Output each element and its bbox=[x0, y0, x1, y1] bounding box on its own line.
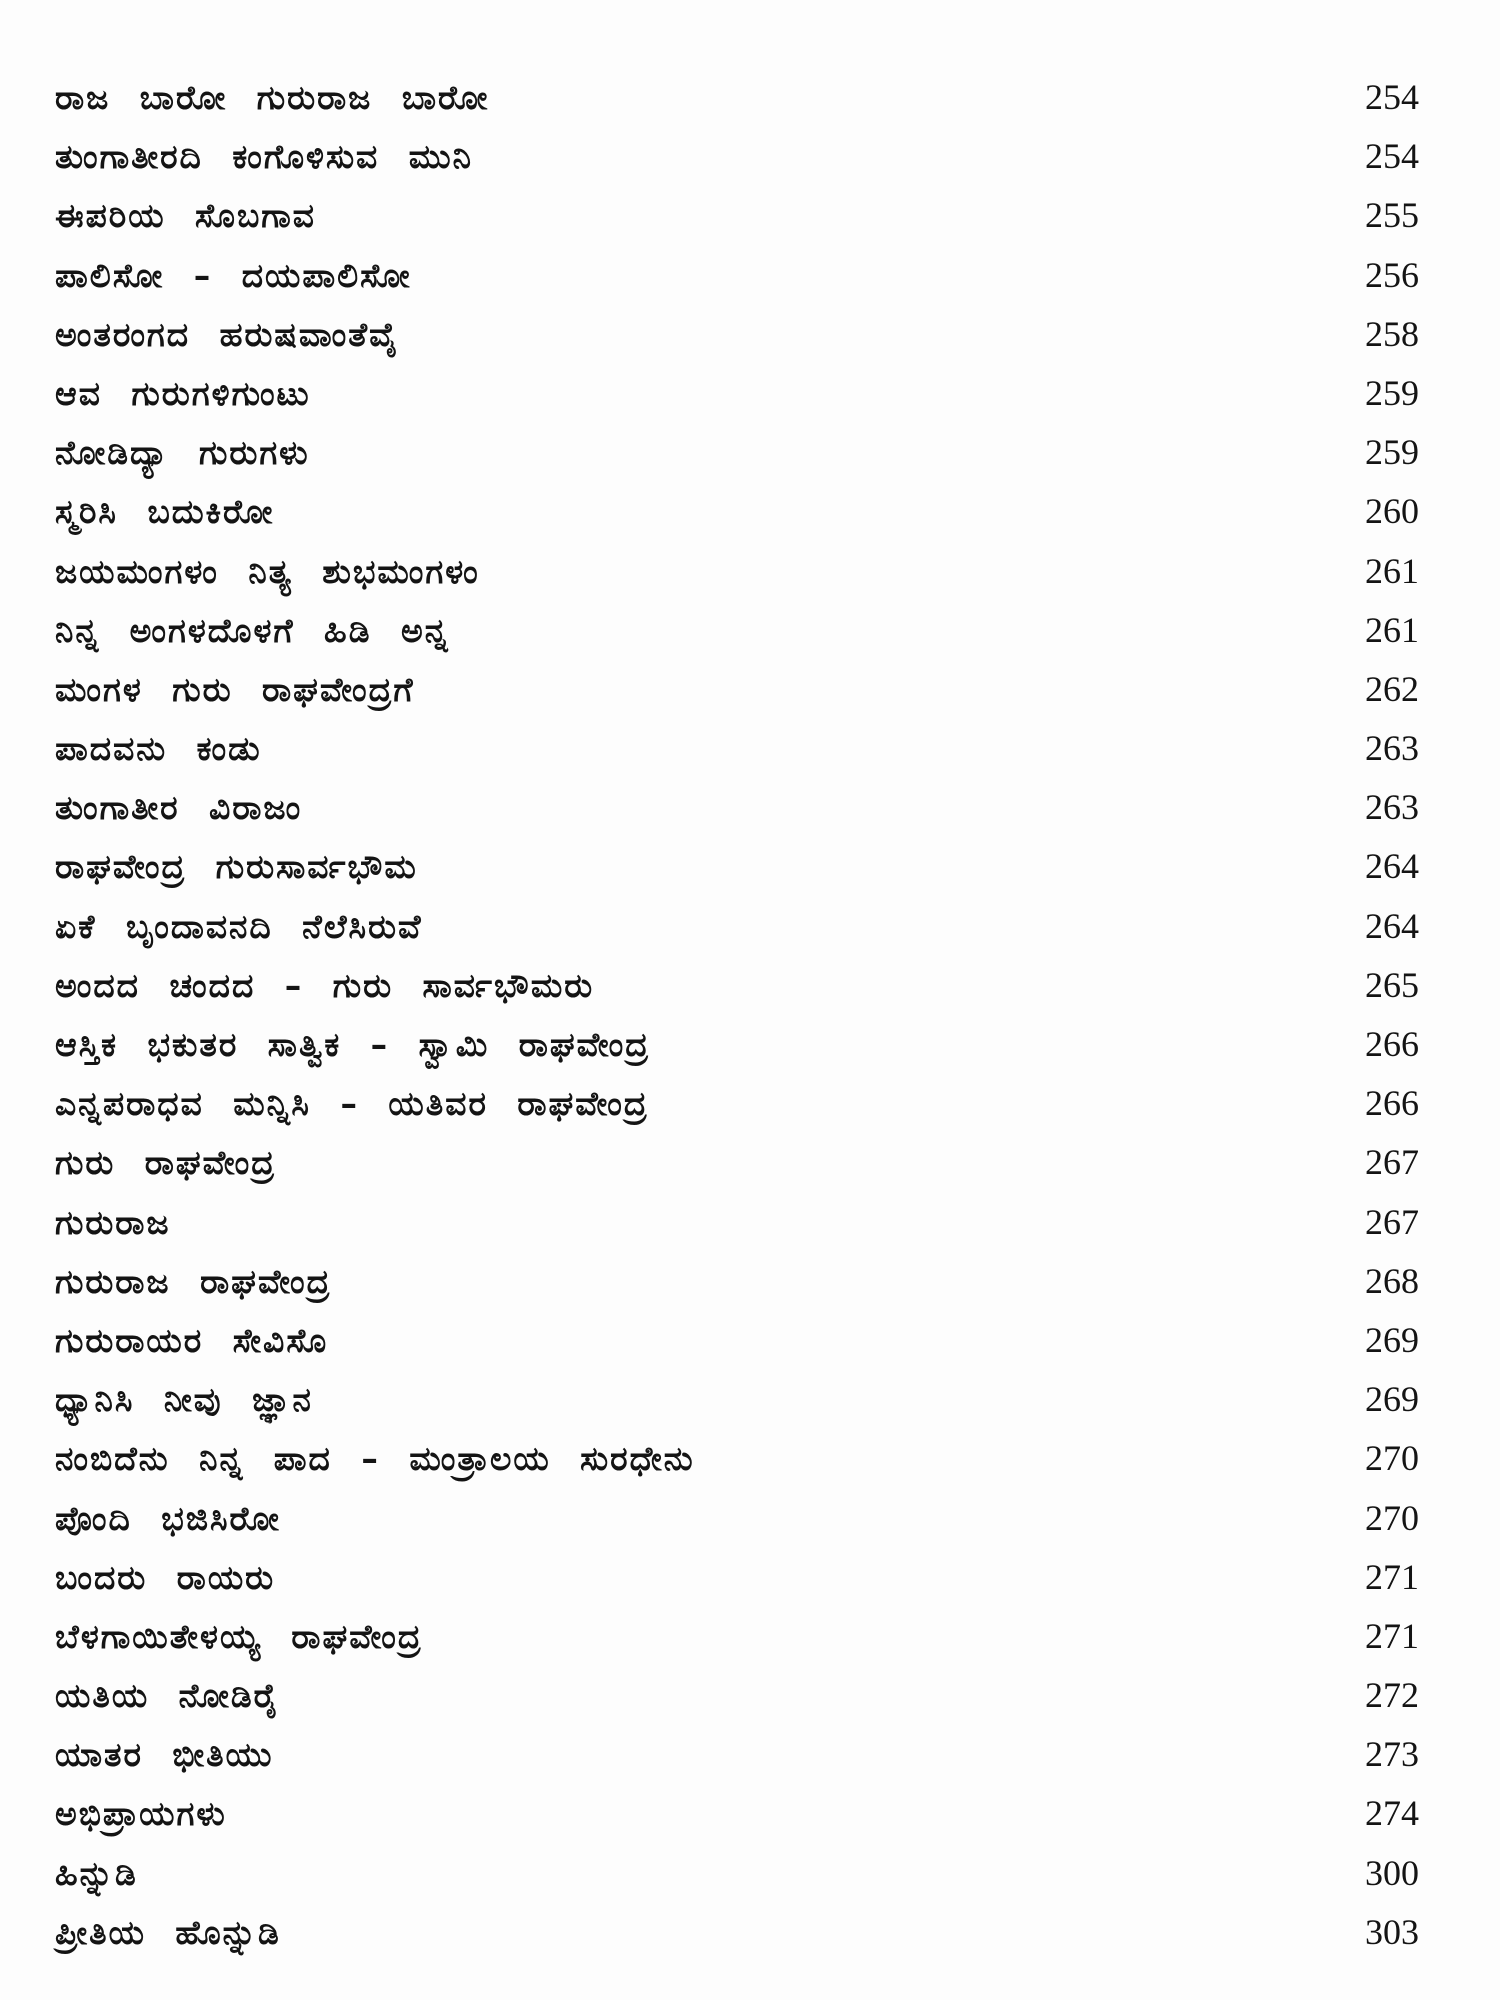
toc-entry-title: ಗುರು ರಾಘವೇಂದ್ರ bbox=[55, 1143, 277, 1183]
toc-entry bbox=[55, 305, 1465, 364]
toc-entry-title: ರಾಜ ಬಾರೋ ಗುರುರಾಜ ಬಾರೋ bbox=[55, 78, 490, 117]
toc-entry bbox=[55, 1311, 1465, 1370]
toc-entry-page: 303 bbox=[1365, 1911, 1419, 1952]
toc-entry-title: ಯತಿಯ ನೋಡಿರೈ bbox=[55, 1676, 281, 1716]
toc-entry-page: 262 bbox=[1365, 668, 1419, 709]
toc-entry-title: ನಿನ್ನ ಅಂಗಳದೊಳಗೆ ಹಿಡಿ ಅನ್ನ bbox=[55, 610, 450, 650]
toc-entry-title: ಧ್ಯಾನಿಸಿ ನೀವು ಜ್ಞಾನ bbox=[55, 1380, 313, 1420]
toc-entry bbox=[55, 542, 1465, 601]
toc-entry-page: 300 bbox=[1365, 1852, 1419, 1893]
toc-entry bbox=[55, 1903, 1465, 1962]
toc-entry-title: ಈಪರಿಯ ಸೊಬಗಾವ bbox=[55, 196, 316, 236]
toc-entry bbox=[55, 482, 1465, 541]
toc-entry bbox=[55, 897, 1465, 956]
toc-entry bbox=[55, 364, 1465, 423]
toc-entry-title: ಗುರುರಾಜ ರಾಘವೇಂದ್ರ bbox=[55, 1261, 332, 1301]
toc-entry-page: 264 bbox=[1365, 905, 1419, 946]
toc-entry-page: 256 bbox=[1365, 254, 1419, 295]
toc-entry-page: 269 bbox=[1365, 1319, 1419, 1360]
toc-entry-page: 254 bbox=[1365, 136, 1419, 177]
toc-entry bbox=[55, 1489, 1465, 1548]
toc-entry bbox=[55, 956, 1465, 1015]
toc-entry-title: ಜಯಮಂಗಳಂ ನಿತ್ಯ ಶುಭಮಂಗಳಂ bbox=[55, 551, 480, 591]
toc-entry-page: 269 bbox=[1365, 1379, 1419, 1420]
toc-entry-page: 271 bbox=[1365, 1615, 1419, 1656]
toc-entry bbox=[55, 660, 1465, 719]
toc-entry bbox=[55, 246, 1465, 305]
toc-entry-page: 263 bbox=[1365, 728, 1419, 769]
toc-entry bbox=[55, 1844, 1465, 1903]
toc-entry-title: ನೋಡಿದ್ಯಾ ಗುರುಗಳು bbox=[55, 433, 310, 473]
toc-entry-page: 268 bbox=[1365, 1260, 1419, 1301]
toc-entry-page: 261 bbox=[1365, 609, 1419, 650]
toc-entry bbox=[55, 1666, 1465, 1725]
toc-entry-page: 272 bbox=[1365, 1675, 1419, 1716]
toc-entry-title: ಮಂಗಳ ಗುರು ರಾಘವೇಂದ್ರಗೆ bbox=[55, 669, 415, 709]
toc-entry-page: 267 bbox=[1365, 1201, 1419, 1242]
toc-entry-page: 266 bbox=[1365, 1024, 1419, 1064]
toc-entry bbox=[55, 601, 1465, 660]
toc-entry-page: 266 bbox=[1365, 1083, 1419, 1124]
toc-entry-title: ಎನ್ನಪರಾಧವ ಮನ್ನಿಸಿ – ಯತಿವರ ರಾಘವೇಂದ್ರ bbox=[55, 1084, 649, 1124]
toc-entry-title: ಗುರುರಾಯರ ಸೇವಿಸೊ bbox=[55, 1320, 329, 1360]
toc-entry-title: ಸ್ಮರಿಸಿ ಬದುಕಿರೋ bbox=[55, 492, 275, 532]
toc-entry bbox=[55, 1548, 1465, 1607]
toc-entry-page: 270 bbox=[1365, 1438, 1419, 1479]
toc-entry-page: 270 bbox=[1365, 1497, 1419, 1538]
toc-entry-page: 264 bbox=[1365, 846, 1419, 887]
toc-entry-page: 258 bbox=[1365, 313, 1419, 354]
toc-entry-page: 274 bbox=[1365, 1793, 1419, 1834]
toc-entry-title: ಹಿನ್ನುಡಿ bbox=[55, 1853, 138, 1893]
toc-entry-title: ಬಂದರು ರಾಯರು bbox=[55, 1557, 276, 1597]
toc-entry bbox=[55, 1607, 1465, 1666]
toc-entry bbox=[55, 1074, 1465, 1133]
toc-entry-page: 255 bbox=[1365, 195, 1419, 236]
toc-entry bbox=[55, 423, 1465, 482]
toc-entry-title: ಪಾದವನು ಕಂಡು bbox=[55, 729, 262, 769]
toc-entry-title: ತುಂಗಾತೀರದಿ ಕಂಗೊಳಿಸುವ ಮುನಿ bbox=[55, 137, 473, 177]
toc-entry-title: ಪ್ರೀತಿಯ ಹೊನ್ನುಡಿ bbox=[55, 1912, 281, 1952]
toc-entry bbox=[55, 68, 1465, 127]
toc-entry-page: 259 bbox=[1365, 432, 1419, 473]
toc-entry-page: 254 bbox=[1365, 77, 1419, 117]
toc-entry-page: 259 bbox=[1365, 372, 1419, 413]
toc-entry bbox=[55, 837, 1465, 896]
toc-entry bbox=[55, 186, 1465, 245]
toc-entry-title: ಪಾಲಿಸೋ – ದಯಪಾಲಿಸೋ bbox=[55, 255, 412, 295]
toc-entry-title: ನಂಬಿದೆನು ನಿನ್ನ ಪಾದ – ಮಂತ್ರಾಲಯ ಸುರಧೇನು bbox=[55, 1439, 695, 1479]
toc-entry-title: ರಾಘವೇಂದ್ರ ಗುರುಸಾರ್ವಭೌಮ bbox=[55, 847, 418, 887]
toc-entry-title: ಗುರುರಾಜ bbox=[55, 1202, 171, 1242]
toc-entry-title: ಪೊಂದಿ ಭಜಿಸಿರೋ bbox=[55, 1498, 281, 1538]
toc-entry bbox=[55, 1725, 1465, 1784]
toc-entry bbox=[55, 1429, 1465, 1488]
toc-entry-page: 265 bbox=[1365, 964, 1419, 1005]
toc-entry-title: ಯಾತರ ಭೀತಿಯು bbox=[55, 1735, 274, 1775]
toc-entry-title: ತುಂಗಾತೀರ ವಿರಾಜಂ bbox=[55, 788, 303, 828]
toc-entry bbox=[55, 1193, 1465, 1252]
toc-entry-page: 263 bbox=[1365, 787, 1419, 828]
toc-entry bbox=[55, 1784, 1465, 1843]
toc-entry-page: 261 bbox=[1365, 550, 1419, 591]
toc-entry bbox=[55, 1133, 1465, 1192]
toc-entry-title: ಬೆಳಗಾಯಿತೇಳಯ್ಯ ರಾಘವೇಂದ್ರ bbox=[55, 1616, 423, 1656]
toc-entry bbox=[55, 1370, 1465, 1429]
toc-entry bbox=[55, 1252, 1465, 1311]
toc-entry-title: ಏಕೆ ಬೃಂದಾವನದಿ ನೆಲೆಸಿರುವೆ bbox=[55, 906, 423, 946]
toc-entry-page: 267 bbox=[1365, 1142, 1419, 1183]
toc-entry-page: 273 bbox=[1365, 1734, 1419, 1775]
toc-entry bbox=[55, 719, 1465, 778]
toc-entry bbox=[55, 127, 1465, 186]
toc-entry-title: ಆವ ಗುರುಗಳಿಗುಂಟು bbox=[55, 373, 311, 413]
toc-entry bbox=[55, 778, 1465, 837]
table-of-contents bbox=[55, 68, 1465, 1962]
toc-entry-title: ಅಭಿಪ್ರಾಯಗಳು bbox=[55, 1794, 227, 1834]
toc-entry-page: 260 bbox=[1365, 491, 1419, 532]
toc-entry bbox=[55, 1015, 1465, 1074]
toc-entry-title: ಆಸ್ತಿಕ ಭಕುತರ ಸಾತ್ವಿಕ – ಸ್ವಾಮಿ ರಾಘವೇಂದ್ರ bbox=[55, 1025, 651, 1064]
toc-entry-page: 271 bbox=[1365, 1556, 1419, 1597]
toc-entry-title: ಅಂದದ ಚಂದದ – ಗುರು ಸಾರ್ವಭೌಮರು bbox=[55, 965, 595, 1005]
toc-entry-title: ಅಂತರಂಗದ ಹರುಷವಾಂತೆವೈ bbox=[55, 314, 400, 354]
